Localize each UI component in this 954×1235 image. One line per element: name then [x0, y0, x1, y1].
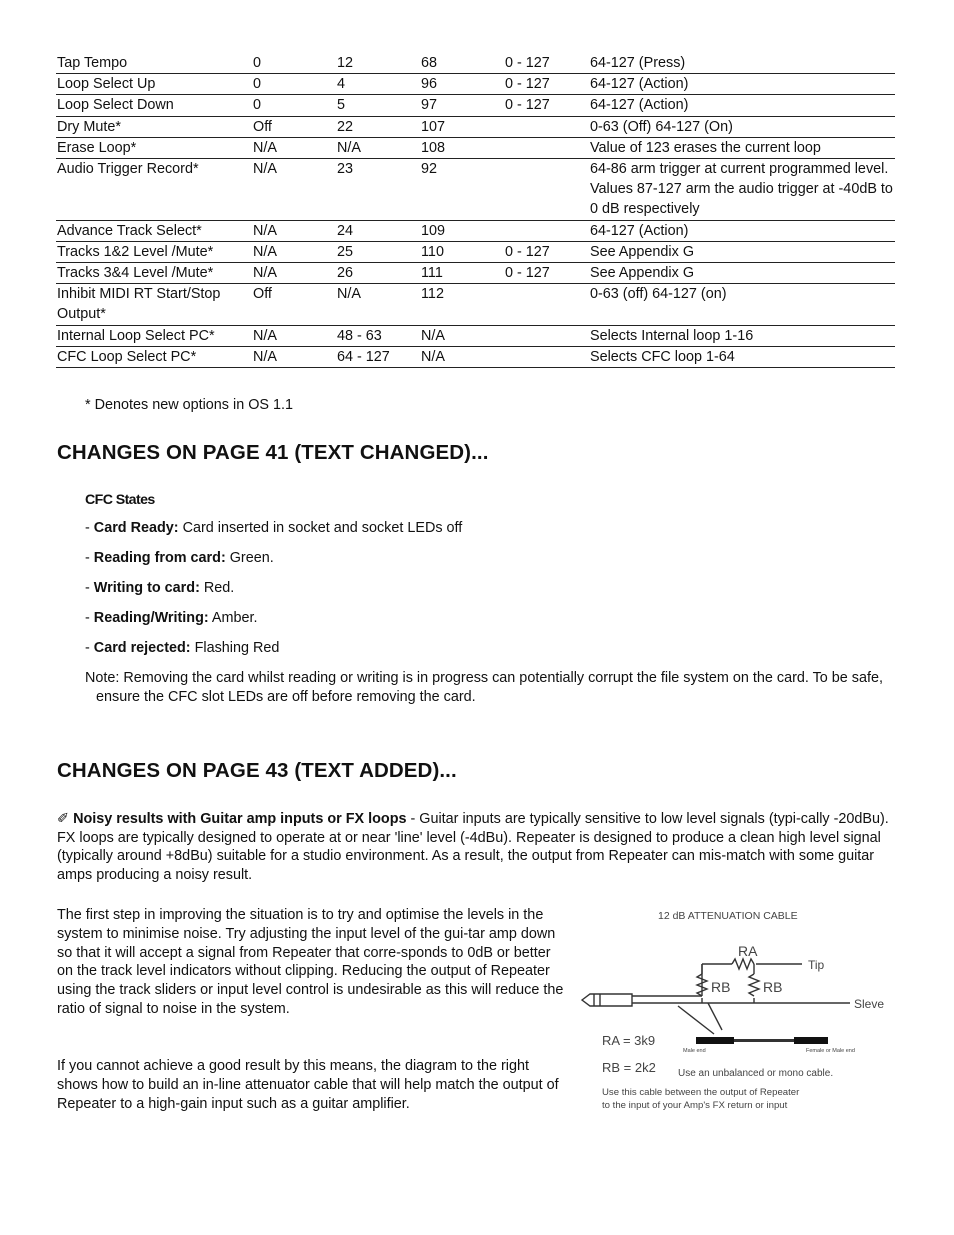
- attenuation-cable-diagram: [578, 904, 896, 1116]
- table-cell: 110: [421, 243, 444, 260]
- table-cell: 0 - 127: [505, 55, 550, 71]
- table-cell: 25: [337, 243, 354, 260]
- attenuator-paragraph: If you cannot achieve a good result by this means, the diagram to the right shows how to build an in-line attenuator cable that will help match the output of Repeater to a high-gain input such as a guitar amplifier.: [57, 1058, 559, 1112]
- optimise-levels-paragraph: The first step in improving the situation is to try and optimise the levels in the system to minimise noise. Try adjusting the input level of the gui-tar amp down so that it will accept a signal from Repeater that corre-sponds to 0dB or better on the track level indicators without clipping. Reducing the output of Repeater using the track sliders or input level control is undesirable as this will reduce the ratio of signal to noise in the system.: [57, 907, 564, 1017]
- cable-icon: [696, 1037, 828, 1044]
- usage-line-2: to the input of your Amp's FX return or input: [602, 1100, 788, 1111]
- table-cell: 111: [421, 265, 443, 282]
- table-cell: 97: [421, 97, 438, 114]
- state-card-ready: - Card Ready: Card inserted in socket and socket LEDs off: [85, 520, 463, 536]
- table-cell: 112: [421, 286, 444, 303]
- resistor-rb2-icon: [749, 974, 759, 996]
- table-row: [56, 117, 895, 138]
- label-male-end: Male end: [683, 1048, 706, 1054]
- label-rb-1: RB: [711, 979, 731, 995]
- table-cell: 24: [337, 222, 354, 239]
- state-label: Reading from card:: [93, 550, 226, 566]
- label-ra: RA: [738, 943, 758, 959]
- table-cell: [505, 138, 590, 158]
- table-cell: N/A: [253, 265, 277, 282]
- table-cell: N/A: [253, 222, 277, 239]
- table-row: [56, 138, 895, 159]
- table-cell: 12: [337, 55, 354, 71]
- table-cell: [505, 326, 590, 346]
- table-cell: N/A: [253, 139, 277, 156]
- table-cell: 0: [253, 76, 262, 93]
- table-cell: 0 - 127: [505, 97, 550, 114]
- table-cell: Tap Tempo: [57, 55, 128, 71]
- table-row: [56, 74, 895, 95]
- table-row: [56, 326, 895, 347]
- table-cell: 48 - 63: [337, 327, 382, 344]
- table-row: [56, 347, 895, 368]
- table-cell: N/A: [421, 348, 445, 365]
- footnote: * Denotes new options in OS 1.1: [85, 397, 293, 413]
- table-cell: [505, 284, 590, 324]
- table-cell: 0 - 127: [505, 265, 550, 282]
- label-female-end: Female or Male end: [806, 1048, 855, 1054]
- table-cell: [505, 159, 590, 220]
- table-cell: Value of 123 erases the current loop: [590, 139, 821, 156]
- state-writing: - Writing to card: Red.: [85, 580, 235, 596]
- table-cell: 0: [253, 97, 262, 114]
- table-cell: Selects CFC loop 1-64: [590, 348, 735, 365]
- table-cell: 64-127 (Action): [590, 222, 689, 239]
- table-row: [56, 95, 895, 116]
- table-cell: Loop Select Down: [57, 97, 174, 114]
- table-row: [56, 221, 895, 242]
- table-cell: Erase Loop*: [57, 139, 137, 156]
- table-cell: 64-127 (Action): [590, 76, 689, 93]
- cfc-states-block: [85, 492, 885, 707]
- table-cell: 68: [421, 55, 438, 71]
- table-cell: 4: [337, 76, 346, 93]
- table-cell: Selects Internal loop 1-16: [590, 327, 754, 344]
- table-cell: CFC Loop Select PC*: [57, 348, 197, 365]
- table-cell: Loop Select Up: [57, 76, 156, 93]
- table-cell: N/A: [337, 286, 361, 303]
- table-cell: Off: [253, 286, 272, 303]
- noisy-results-label: Noisy results with Guitar amp inputs or FX loops: [73, 811, 407, 827]
- label-rb-2: RB: [763, 979, 783, 995]
- table-cell: Off: [253, 118, 272, 135]
- state-label: Writing to card:: [93, 580, 200, 596]
- table-row: [56, 242, 895, 263]
- table-cell: Tracks 1&2 Level /Mute*: [57, 243, 214, 260]
- rb-value: RB = 2k2: [602, 1060, 656, 1075]
- card-removal-note: Note: Removing the card whilst reading or writing is in progress can potentially corrupt the file system on the card. To be safe, ensure the CFC slot LEDs are off before removing the card.: [85, 670, 884, 705]
- table-cell: Internal Loop Select PC*: [57, 327, 215, 344]
- jack-plug-icon: [582, 994, 632, 1006]
- state-reading: - Reading from card: Green.: [85, 550, 274, 566]
- table-cell: 0-63 (off) 64-127 (on): [590, 286, 727, 303]
- section-heading-page-41: CHANGES ON PAGE 41 (TEXT CHANGED)...: [57, 441, 489, 464]
- table-cell: N/A: [253, 348, 277, 365]
- table-row: [56, 284, 895, 325]
- table-cell: Inhibit MIDI RT Start/Stop Output*: [57, 286, 221, 323]
- table-cell: 0 - 127: [505, 76, 550, 93]
- table-cell: 0 - 127: [505, 243, 550, 260]
- resistor-ra-icon: [732, 959, 754, 969]
- table-cell: N/A: [253, 161, 277, 178]
- table-cell: 26: [337, 265, 354, 282]
- table-cell: N/A: [253, 243, 277, 260]
- table-cell: 64 - 127: [337, 348, 390, 365]
- section-heading-page-43: CHANGES ON PAGE 43 (TEXT ADDED)...: [57, 759, 457, 782]
- table-row: [56, 53, 895, 74]
- table-cell: 22: [337, 118, 354, 135]
- pencil-icon: ✐: [57, 811, 70, 827]
- table-cell: See Appendix G: [590, 243, 695, 260]
- table-row: [56, 263, 895, 284]
- state-label: Reading/Writing:: [93, 610, 209, 626]
- table-cell: 0-63 (Off) 64-127 (On): [590, 118, 733, 135]
- table-cell: 0: [253, 55, 262, 71]
- table-cell: 64-127 (Action): [590, 97, 689, 114]
- table-cell: 109: [421, 222, 446, 239]
- table-cell: N/A: [421, 327, 445, 344]
- noisy-results-paragraph: ✐ Noisy results with Guitar amp inputs or FX loops - Guitar inputs are typically sensitive to low level signals (typi-cally -20dBu). FX loops are typically designed to operate at or near 'line' level (-4dBu). Repeater is designed to produce a clean high level signal (typically around +8dBu) suitable for a studio environment. As a result, the output from Repeater can mis-match with some guitar amps producing a noisy result.: [57, 811, 889, 884]
- table-cell: N/A: [253, 327, 277, 344]
- table-cell: 108: [421, 139, 446, 156]
- midi-cc-table: [56, 53, 895, 368]
- table-cell: 64-86 arm trigger at current programmed level. Values 87-127 arm the audio trigger at -40dB to 0 dB respectively: [590, 161, 893, 218]
- cable-note: Use an unbalanced or mono cable.: [678, 1068, 834, 1079]
- table-cell: [505, 117, 590, 137]
- table-cell: [505, 221, 590, 241]
- circuit-wires: [632, 964, 850, 1034]
- ra-value: RA = 3k9: [602, 1033, 656, 1048]
- table-cell: N/A: [337, 139, 361, 156]
- table-cell: 64-127 (Press): [590, 55, 686, 71]
- table-cell: See Appendix G: [590, 265, 695, 282]
- state-label: Card rejected:: [93, 640, 191, 656]
- table-cell: Tracks 3&4 Level /Mute*: [57, 265, 214, 282]
- table-row: [56, 159, 895, 221]
- table-cell: Advance Track Select*: [57, 222, 202, 239]
- state-reading-writing: - Reading/Writing: Amber.: [85, 610, 258, 626]
- table-cell: Dry Mute*: [57, 118, 121, 135]
- state-card-rejected: - Card rejected: Flashing Red: [85, 640, 280, 656]
- diagram-title: 12 dB ATTENUATION CABLE: [658, 910, 798, 922]
- cfc-states-title: CFC States: [85, 492, 155, 508]
- table-cell: 23: [337, 161, 354, 178]
- table-cell: 107: [421, 118, 446, 135]
- table-cell: 96: [421, 76, 438, 93]
- table-cell: 5: [337, 97, 346, 114]
- table-cell: Audio Trigger Record*: [57, 161, 199, 178]
- state-label: Card Ready:: [93, 520, 179, 536]
- table-cell: [505, 347, 590, 367]
- usage-line-1: Use this cable between the output of Repeater: [602, 1087, 800, 1098]
- table-cell: 92: [421, 161, 438, 178]
- label-sleeve: Sleve: [854, 997, 885, 1011]
- label-tip: Tip: [808, 958, 825, 972]
